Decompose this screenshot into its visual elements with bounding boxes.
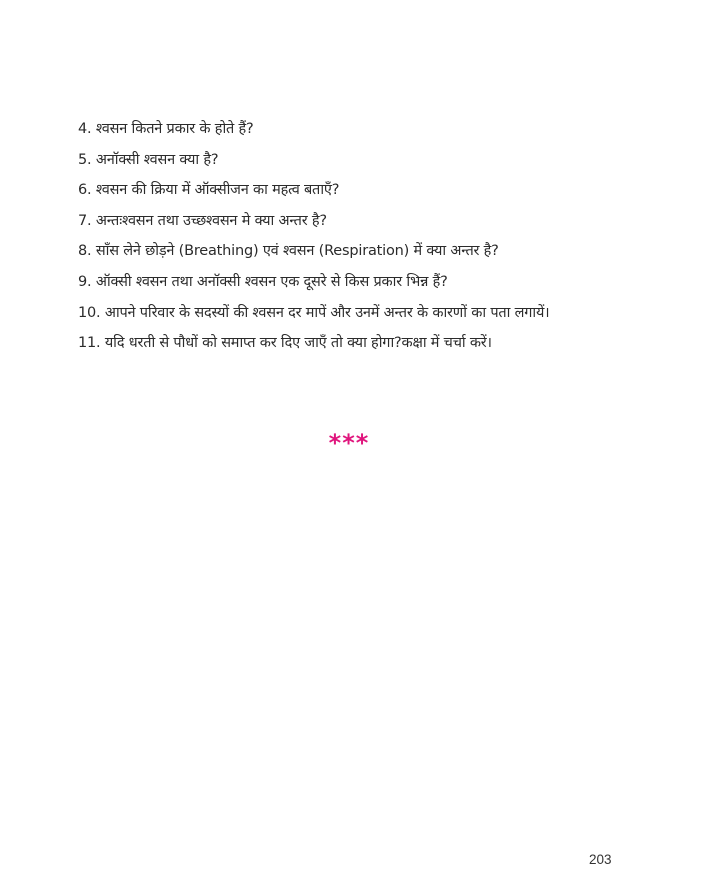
- question-8: 8. साँस लेने छोड़ने (Breathing) एवं श्वसन (Respiration) में क्या अन्तर है?: [78, 243, 499, 260]
- question-7: 7. अन्तःश्वसन तथा उच्छश्वसन मे क्या अन्तर है?: [78, 212, 327, 229]
- section-separator: ***: [328, 429, 370, 457]
- question-9: 9. ऑक्सी श्वसन तथा अनॉक्सी श्वसन एक दूसरे से किस प्रकार भिन्न हैं?: [78, 273, 448, 290]
- question-list: [78, 116, 688, 361]
- question-5: 5. अनॉक्सी श्वसन क्या है?: [78, 151, 219, 168]
- page-number: 203: [589, 852, 612, 867]
- question-4: 4. श्वसन कितने प्रकार के होते हैं?: [78, 121, 254, 137]
- question-6: 6. श्वसन की क्रिया में ऑक्सीजन का महत्व बताएँ?: [78, 182, 340, 199]
- question-10: 10. आपने परिवार के सदस्यों की श्वसन दर मापें और उनमें अन्तर के कारणों का पता लगायें।: [78, 304, 550, 321]
- question-11: 11. यदि धरती से पौधों को समाप्त कर दिए जाएँ तो क्या होगा?कक्षा में चर्चा करें।: [78, 335, 492, 352]
